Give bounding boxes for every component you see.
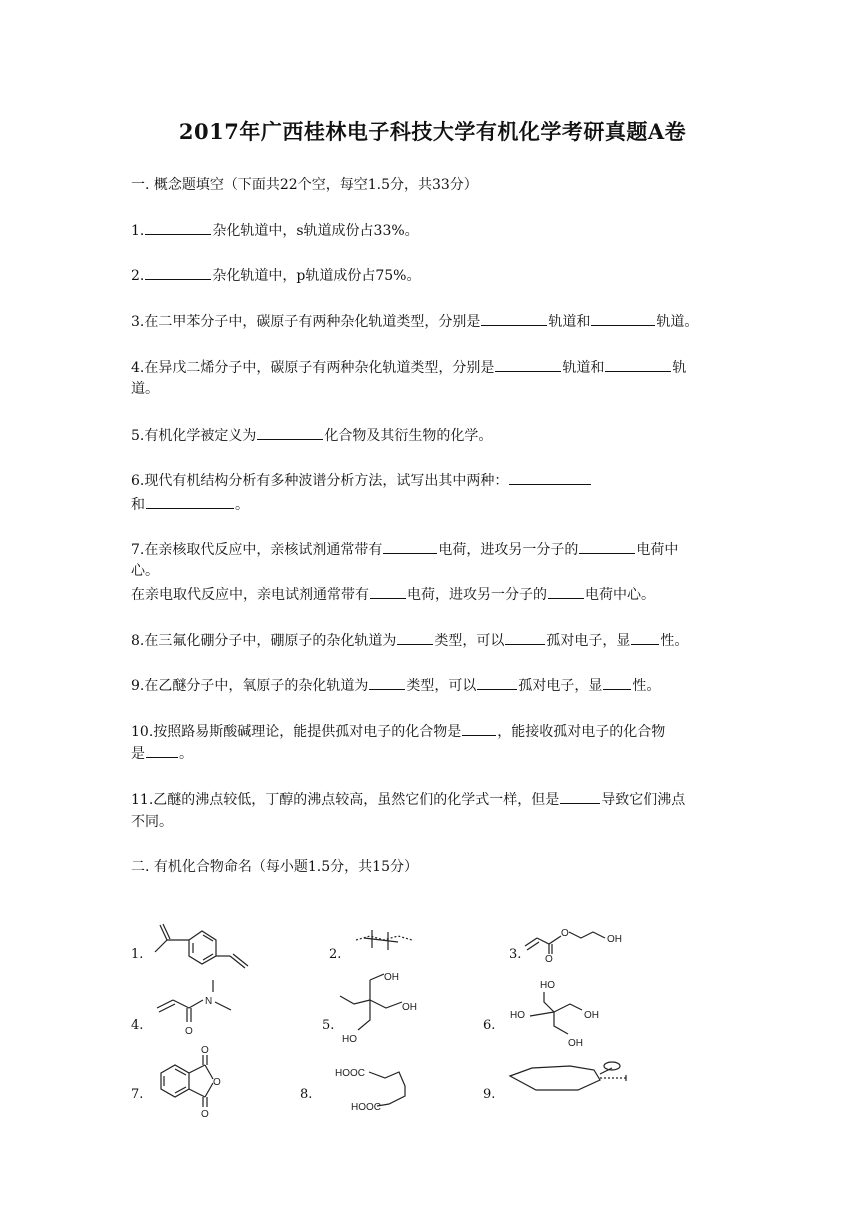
- item-number-8: 8.: [300, 1087, 313, 1102]
- answer-blank[interactable]: [505, 629, 545, 645]
- structure-phthalic-anhydride: [155, 1047, 245, 1119]
- carboxyl-label: HOOC: [351, 1102, 381, 1113]
- answer-blank[interactable]: [146, 493, 234, 509]
- item-number-4: 4.: [131, 1018, 144, 1033]
- question-9: 9.在乙醚分子中，氧原子的杂化轨道为 类型，可以 孤对电子，显 性。: [131, 674, 737, 698]
- answer-blank[interactable]: [145, 219, 211, 235]
- question-3: 3.在二甲苯分子中，碳原子有两种杂化轨道类型，分别是 轨道和 轨道。: [131, 310, 737, 334]
- item-number-9: 9.: [483, 1087, 496, 1102]
- nitrogen-label: N: [205, 996, 213, 1007]
- question-11-cont: 不同。: [131, 814, 173, 830]
- answer-blank[interactable]: [383, 538, 437, 554]
- oxygen-label: O: [201, 1109, 209, 1120]
- hydroxyl-label: OH: [402, 1002, 417, 1013]
- structure-dimethylacrylamide: [155, 978, 245, 1040]
- answer-blank[interactable]: [257, 424, 323, 440]
- question-2: 2. 杂化轨道中，p轨道成份占75%。: [131, 264, 737, 288]
- answer-blank[interactable]: [603, 674, 631, 690]
- section2-heading: 二. 有机化合物命名（每小题1.5分，共15分）: [131, 859, 418, 875]
- answer-blank[interactable]: [369, 674, 405, 690]
- question-6-cont: 和 。: [131, 493, 737, 517]
- question-4: 4.在异戊二烯分子中，碳原子有两种杂化轨道类型，分别是 轨道和 轨: [131, 356, 737, 380]
- answer-blank[interactable]: [477, 674, 517, 690]
- hydroxyl-label: OH: [584, 1010, 599, 1021]
- question-1: 1. 杂化轨道中，s轨道成份占33%。: [131, 219, 737, 243]
- question-4-cont: 道。: [131, 381, 159, 397]
- question-10: 10.按照路易斯酸碱理论，能提供孤对电子的化合物是 ，能接收孤对电子的化合物: [131, 720, 737, 744]
- structure-divinylbenzene: [155, 922, 265, 970]
- question-7-electrophile: 在亲电取代反应中，亲电试剂通常带有 电荷，进攻另一分子的 电荷中心。: [131, 583, 737, 607]
- hydroxyl-label: OH: [384, 972, 399, 983]
- page-title: 2017年广西桂林电子科技大学有机化学考研真题A卷: [178, 119, 687, 144]
- oxygen-label: O: [561, 928, 569, 939]
- question-6: 6.现代有机结构分析有多种波谱分析方法，试写出其中两种：: [131, 469, 737, 493]
- oxygen-label: O: [213, 1077, 221, 1088]
- question-5: 5.有机化学被定义为 化合物及其衍生物的化学。: [131, 424, 737, 448]
- item-number-7: 7.: [131, 1087, 144, 1102]
- item-number-6: 6.: [483, 1018, 496, 1033]
- item-number-1: 1.: [131, 947, 144, 962]
- structure-polymer-fragment: [350, 928, 425, 952]
- answer-blank[interactable]: [579, 538, 635, 554]
- answer-blank[interactable]: [481, 310, 547, 326]
- structure-glutaric-acid: [333, 1060, 443, 1114]
- answer-blank[interactable]: [560, 788, 600, 804]
- item-number-3: 3.: [509, 947, 522, 962]
- answer-blank[interactable]: [397, 629, 433, 645]
- item-number-5: 5.: [322, 1018, 335, 1033]
- section1-heading: 一. 概念题填空（下面共22个空，每空1.5分，共33分）: [131, 177, 478, 193]
- question-10-cont: 是 。: [131, 742, 737, 766]
- structure-cyclooctene-fragment: [508, 1058, 638, 1098]
- item-number-2: 2.: [329, 947, 342, 962]
- hydroxyl-label: OH: [607, 934, 622, 945]
- answer-blank[interactable]: [548, 583, 584, 599]
- structure-trimethylolpropane: [340, 968, 430, 1048]
- hydroxyl-label: HO: [510, 1010, 525, 1021]
- hydroxyl-label: HO: [342, 1034, 357, 1045]
- oxygen-label: O: [185, 1026, 193, 1037]
- question-7-cont: 心。: [131, 563, 159, 579]
- answer-blank[interactable]: [509, 469, 591, 485]
- carboxyl-label: HOOC: [335, 1068, 365, 1079]
- question-8: 8.在三氟化硼分子中，硼原子的杂化轨道为 类型，可以 孤对电子，显 性。: [131, 629, 737, 653]
- structure-hydroxyethyl-acrylate: [523, 922, 643, 965]
- hydroxyl-label: OH: [568, 1038, 583, 1049]
- question-7: 7.在亲核取代反应中，亲核试剂通常带有 电荷，进攻另一分子的 电荷中: [131, 538, 737, 562]
- answer-blank[interactable]: [605, 356, 671, 372]
- oxygen-label: O: [201, 1045, 209, 1056]
- answer-blank[interactable]: [631, 629, 659, 645]
- oxygen-label: O: [545, 954, 553, 965]
- structure-pentaerythritol: [510, 972, 610, 1052]
- hydroxyl-label: HO: [540, 980, 555, 991]
- answer-blank[interactable]: [495, 356, 561, 372]
- answer-blank[interactable]: [462, 720, 496, 736]
- answer-blank[interactable]: [146, 742, 178, 758]
- answer-blank[interactable]: [145, 264, 211, 280]
- answer-blank[interactable]: [370, 583, 406, 599]
- question-11: 11.乙醚的沸点较低，丁醇的沸点较高，虽然它们的化学式一样，但是 导致它们沸点: [131, 788, 737, 812]
- answer-blank[interactable]: [591, 310, 655, 326]
